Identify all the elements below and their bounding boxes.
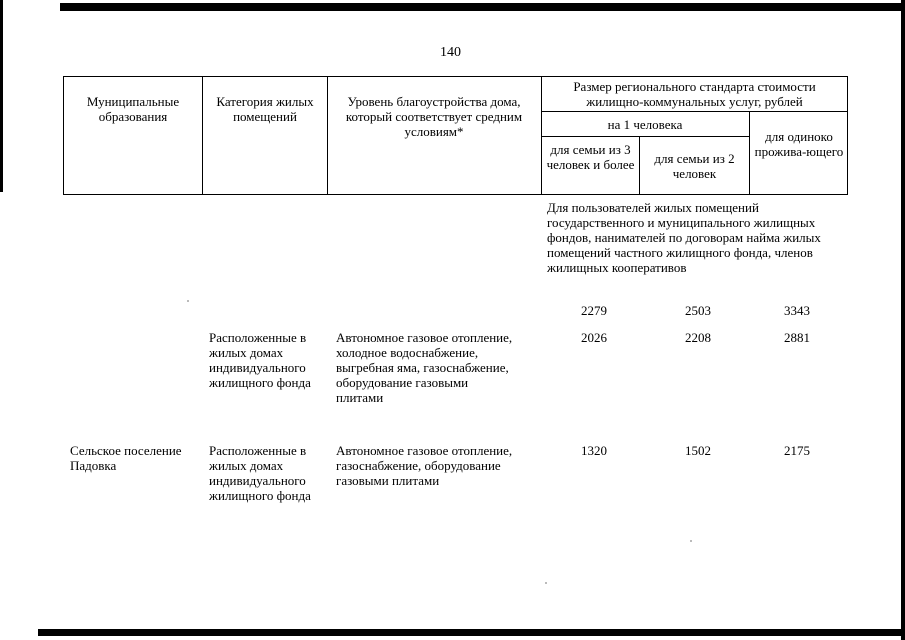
row-2-single: 2881 bbox=[784, 330, 810, 345]
row-1-single: 3343 bbox=[784, 303, 810, 318]
header-single: для одиноко прожива-ющего bbox=[754, 129, 844, 159]
header-municipality: Муниципальные образования bbox=[86, 94, 180, 124]
table-header bbox=[63, 76, 848, 195]
row-3-amenities: Автономное газовое отопление, газоснабжение, оборудование газовыми плитами bbox=[336, 443, 513, 488]
row-2-family-3: 2026 bbox=[581, 330, 607, 345]
row-1-family-2: 2503 bbox=[685, 303, 711, 318]
section-note: Для пользователей жилых помещений государственного и муниципального жилищных фондов, нанимателей по договорам найма жилых помещений частного жилищного фонда, членов жилищных кооперативов bbox=[547, 200, 821, 275]
header-standard: Размер регионального стандарта стоимости жилищно-коммунальных услуг, рублей bbox=[573, 79, 816, 109]
row-3-family-3: 1320 bbox=[581, 443, 607, 458]
row-3-family-2: 1502 bbox=[685, 443, 711, 458]
scan-speck bbox=[690, 540, 692, 542]
scan-speck bbox=[187, 300, 189, 302]
header-amenities: Уровень благоустройства дома, который соответствует средним условиям* bbox=[345, 94, 523, 139]
row-3-single: 2175 bbox=[784, 443, 810, 458]
right-border-bar bbox=[901, 0, 905, 640]
header-per-person: на 1 человека bbox=[607, 117, 683, 132]
row-2-family-2: 2208 bbox=[685, 330, 711, 345]
row-3-municipality: Сельское поселение Падовка bbox=[70, 443, 182, 473]
header-category: Категория жилых помещений bbox=[216, 94, 314, 124]
header-family-2: для семьи из 2 человек bbox=[654, 151, 735, 181]
left-border-bar bbox=[0, 0, 3, 192]
row-1-family-3: 2279 bbox=[581, 303, 607, 318]
row-2-amenities: Автономное газовое отопление, холодное водоснабжение, выгребная яма, газоснабжение, оборудование газовыми плитами bbox=[336, 330, 513, 405]
page-number: 140 bbox=[440, 45, 461, 60]
header-family-3: для семьи из 3 человек и более bbox=[546, 142, 635, 172]
row-3-category: Расположенные в жилых домах индивидуального жилищного фонда bbox=[209, 443, 311, 503]
scan-speck bbox=[545, 582, 547, 584]
top-border-bar bbox=[60, 3, 905, 11]
bottom-border-bar bbox=[38, 629, 905, 636]
row-2-category: Расположенные в жилых домах индивидуального жилищного фонда bbox=[209, 330, 311, 390]
